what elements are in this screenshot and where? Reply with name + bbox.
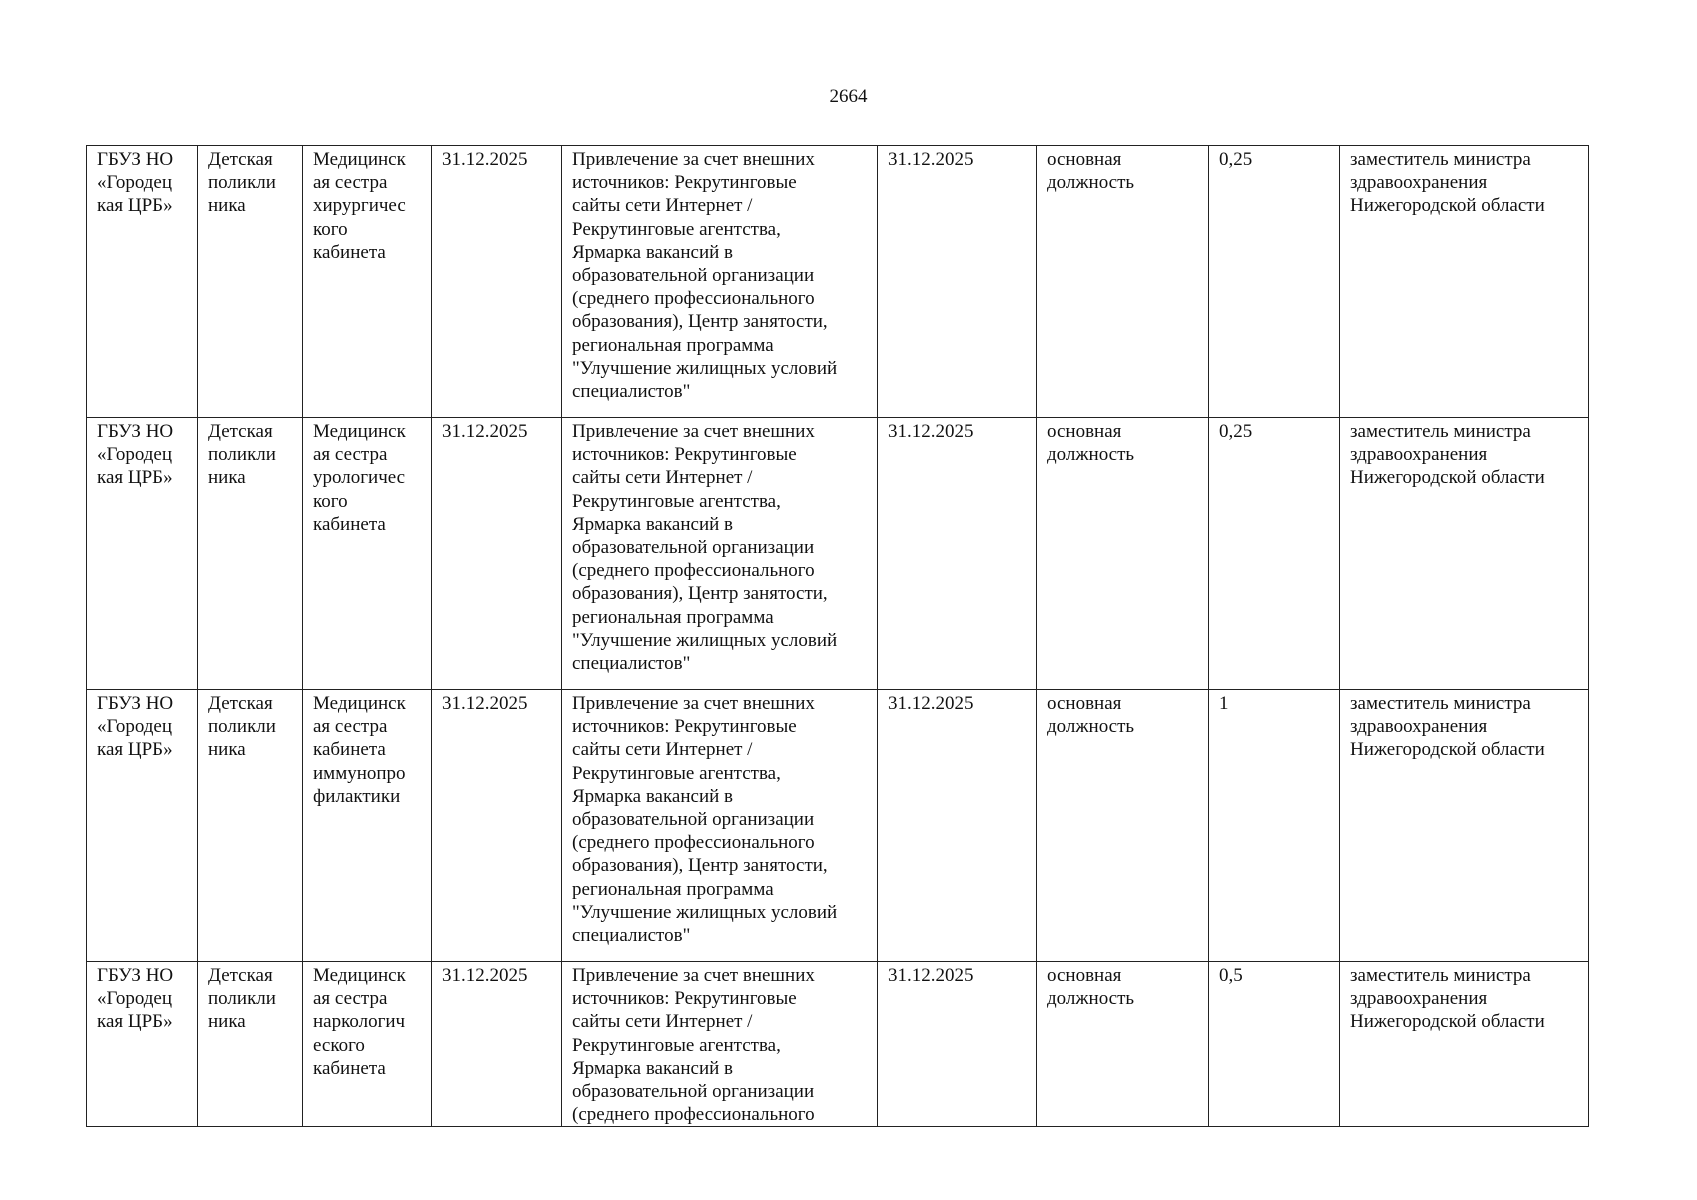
responsible-cell: заместитель министра здравоохранения Нижегородской области xyxy=(1340,146,1589,418)
department-cell: Детская поликли ника xyxy=(198,418,303,690)
responsible-cell: заместитель министра здравоохранения Нижегородской области xyxy=(1340,418,1589,690)
measures-cell: Привлечение за счет внешних источников: Рекрутинговые сайты сети Интернет / Рекрутинговые агентства, Ярмарка вакансий в образовательной организации (среднего профессионального образования), Центр занятости, региональная программа "Улучшение жилищных условий специалистов" xyxy=(562,690,878,962)
employment-type-cell: основная должность xyxy=(1037,418,1209,690)
table-row xyxy=(87,690,1589,962)
organization-cell: ГБУЗ НО «Городец кая ЦРБ» xyxy=(87,962,198,1127)
deadline-cell: 31.12.2025 xyxy=(878,146,1037,418)
vacancy-table xyxy=(86,145,1589,1127)
deadline-cell: 31.12.2025 xyxy=(878,418,1037,690)
table-row xyxy=(87,418,1589,690)
department-cell: Детская поликли ника xyxy=(198,962,303,1127)
date-cell: 31.12.2025 xyxy=(432,146,562,418)
table-row xyxy=(87,146,1589,418)
organization-cell: ГБУЗ НО «Городец кая ЦРБ» xyxy=(87,690,198,962)
measures-cell: Привлечение за счет внешних источников: Рекрутинговые сайты сети Интернет / Рекрутинговые агентства, Ярмарка вакансий в образовательной организации (среднего профессионального образования), Центр занятости, региональная программа "Улучшение жилищных условий специалистов" xyxy=(562,418,878,690)
employment-type-cell: основная должность xyxy=(1037,962,1209,1127)
page-number: 2664 xyxy=(829,86,868,107)
department-cell: Детская поликли ника xyxy=(198,690,303,962)
department-cell: Детская поликли ника xyxy=(198,146,303,418)
measures-cell: Привлечение за счет внешних источников: Рекрутинговые сайты сети Интернет / Рекрутинговые агентства, Ярмарка вакансий в образовательной организации (среднего профессионального xyxy=(562,962,878,1127)
rate-cell: 1 xyxy=(1209,690,1340,962)
rate-cell: 0,5 xyxy=(1209,962,1340,1127)
position-cell: Медицинск ая сестра хирургичес кого кабинета xyxy=(303,146,432,418)
position-cell: Медицинск ая сестра урологичес кого кабинета xyxy=(303,418,432,690)
position-cell: Медицинск ая сестра наркологич еского кабинета xyxy=(303,962,432,1127)
employment-type-cell: основная должность xyxy=(1037,146,1209,418)
date-cell: 31.12.2025 xyxy=(432,962,562,1127)
measures-cell: Привлечение за счет внешних источников: Рекрутинговые сайты сети Интернет / Рекрутинговые агентства, Ярмарка вакансий в образовательной организации (среднего профессионального образования), Центр занятости, региональная программа "Улучшение жилищных условий специалистов" xyxy=(562,146,878,418)
organization-cell: ГБУЗ НО «Городец кая ЦРБ» xyxy=(87,146,198,418)
responsible-cell: заместитель министра здравоохранения Нижегородской области xyxy=(1340,962,1589,1127)
responsible-cell: заместитель министра здравоохранения Нижегородской области xyxy=(1340,690,1589,962)
rate-cell: 0,25 xyxy=(1209,146,1340,418)
employment-type-cell: основная должность xyxy=(1037,690,1209,962)
position-cell: Медицинск ая сестра кабинета иммунопро филактики xyxy=(303,690,432,962)
rate-cell: 0,25 xyxy=(1209,418,1340,690)
organization-cell: ГБУЗ НО «Городец кая ЦРБ» xyxy=(87,418,198,690)
date-cell: 31.12.2025 xyxy=(432,690,562,962)
deadline-cell: 31.12.2025 xyxy=(878,962,1037,1127)
deadline-cell: 31.12.2025 xyxy=(878,690,1037,962)
table-row xyxy=(87,962,1589,1127)
date-cell: 31.12.2025 xyxy=(432,418,562,690)
